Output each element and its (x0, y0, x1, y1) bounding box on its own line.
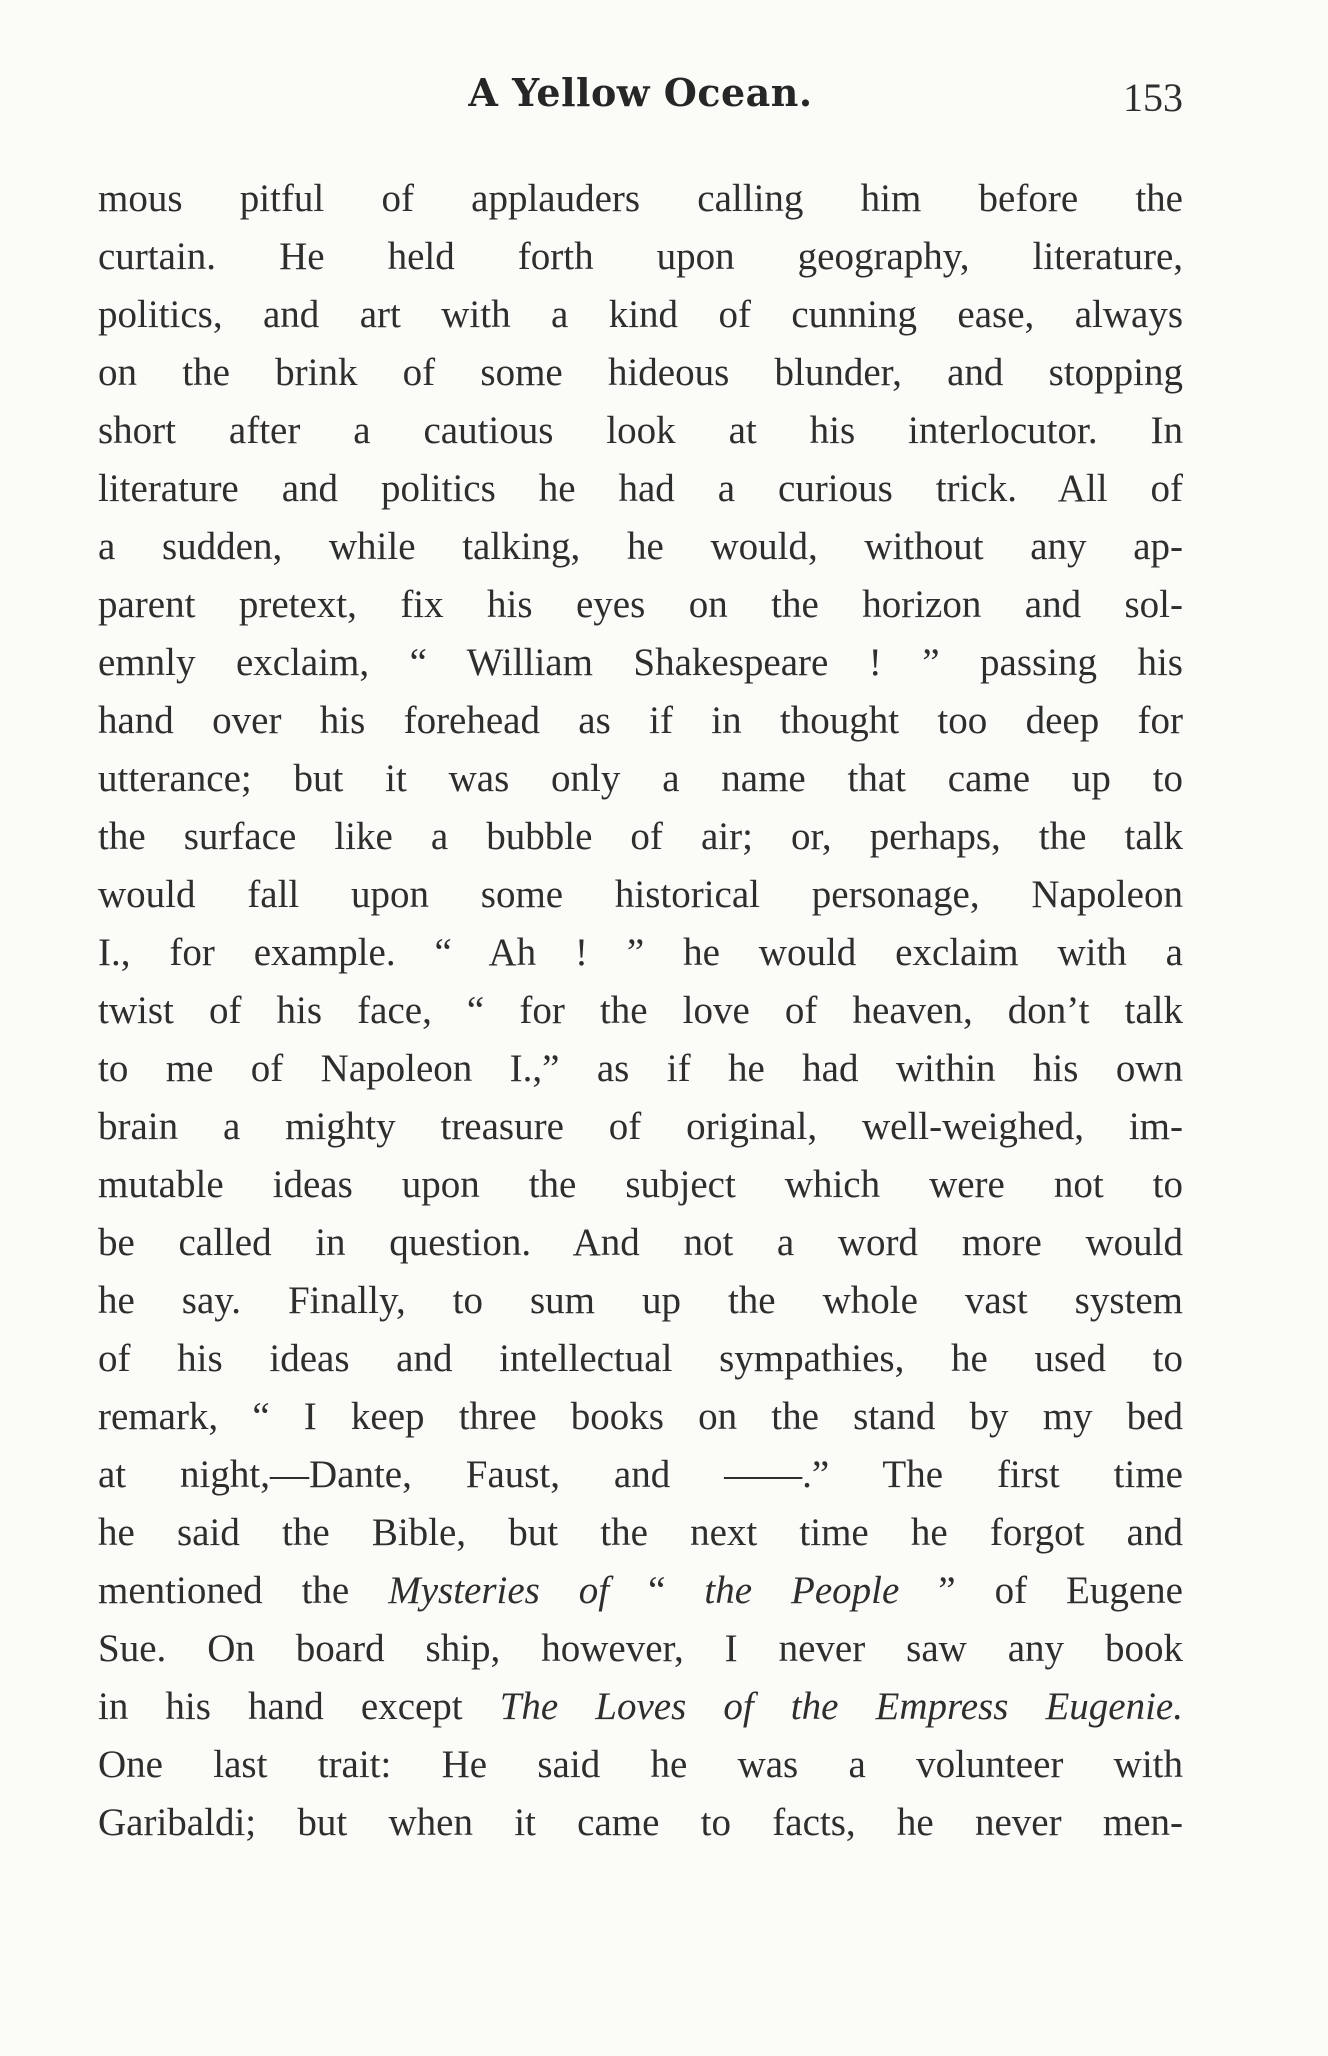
line27-before: in his hand except (98, 1685, 500, 1728)
text-line-18: mutable ideas upon the subject which were not to (98, 1163, 1183, 1206)
text-line-2: curtain. He held forth upon geography, literature, (98, 235, 1183, 278)
text-line-16: to me of Napoleon I.,” as if he had within his own (98, 1047, 1183, 1090)
text-line-27 (98, 1678, 1183, 1736)
text-line-15: twist of his face, “ for the love of heaven, don’t talk (98, 989, 1183, 1032)
line25-middle: “ (609, 1569, 705, 1612)
text-line-8: parent pretext, fix his eyes on the horizon and sol- (98, 583, 1183, 626)
italic-book-title: The Loves of the Empress Eugenie. (499, 1685, 1183, 1728)
page-number: 153 (1123, 75, 1183, 120)
text-line-17: brain a mighty treasure of original, well-weighed, im- (98, 1105, 1183, 1148)
text-line-1: mous pitful of applauders calling him before the (98, 177, 1183, 220)
italic-mysteries-of: Mysteries of (388, 1569, 610, 1612)
text-line-23: at night,—Dante, Faust, and ——.” The first time (98, 1453, 1183, 1496)
text-line-7: a sudden, while talking, he would, without any ap- (98, 525, 1183, 568)
text-line-3: politics, and art with a kind of cunning ease, always (98, 293, 1183, 336)
text-line-5: short after a cautious look at his interlocutor. In (98, 409, 1183, 452)
running-title: A Yellow Ocean. (468, 70, 813, 115)
text-line-13: would fall upon some historical personage, Napoleon (98, 873, 1183, 916)
line25-after: ” of Eugene (899, 1569, 1183, 1612)
text-line-10: hand over his forehead as if in thought too deep for (98, 699, 1183, 742)
line25-before: mentioned the (98, 1569, 389, 1612)
text-line-21: of his ideas and intellectual sympathies, he used to (98, 1337, 1183, 1380)
text-line-25 (98, 1562, 1183, 1620)
text-line-11: utterance; but it was only a name that came up to (98, 757, 1183, 800)
text-line-28: One last trait: He said he was a volunteer with (98, 1743, 1183, 1786)
text-line-6: literature and politics he had a curious trick. All of (98, 467, 1183, 510)
text-line-19: be called in question. And not a word more would (98, 1221, 1183, 1264)
page-header (98, 70, 1183, 130)
text-line-29: Garibaldi; but when it came to facts, he never men- (98, 1801, 1183, 1844)
text-line-22: remark, “ I keep three books on the stand by my bed (98, 1395, 1183, 1438)
text-line-24: he said the Bible, but the next time he forgot and (98, 1511, 1183, 1554)
text-line-12: the surface like a bubble of air; or, perhaps, the talk (98, 815, 1183, 858)
italic-the-people: the People (704, 1569, 900, 1612)
text-line-4: on the brink of some hideous blunder, and stopping (98, 351, 1183, 394)
text-line-20: he say. Finally, to sum up the whole vast system (98, 1279, 1183, 1322)
text-line-14: I., for example. “ Ah ! ” he would exclaim with a (98, 931, 1183, 974)
text-line-26: Sue. On board ship, however, I never saw any book (98, 1627, 1183, 1670)
text-line-9: emnly exclaim, “ William Shakespeare ! ” passing his (98, 641, 1183, 684)
body-text (98, 170, 1183, 1852)
